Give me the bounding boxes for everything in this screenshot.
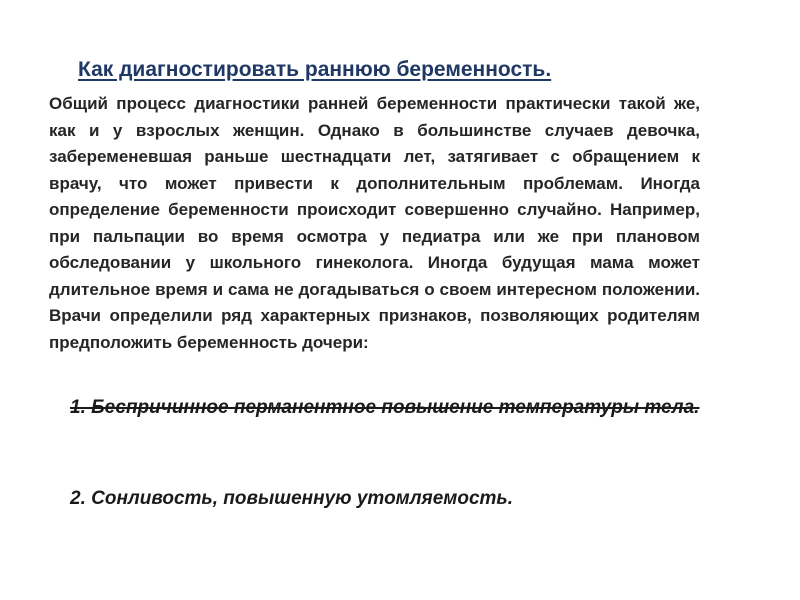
slide-title: Как диагностировать раннюю беременность. [78,58,552,81]
list-item-2: 2. Сонливость, повышенную утомляемость. [70,488,513,509]
slide-body-paragraph: Общий процесс диагностики ранней беременности практически такой же, как и у взрослых женщин. Однако в большинстве случаев девочка, забеременевшая раньше шестнадцати лет, затягивает с обращением к врачу, что может привести к дополнительным проблемам. Иногда определение беременности происходит совершенно случайно. Например, при пальпации во время осмотра у педиатра или же при плановом обследовании у школьного гинеколога. Иногда будущая мама может длительное время и сама не догадываться о своем интересном положении. Врачи определили ряд характерных признаков, позволяющих родителям предположить беременность дочери: [49,94,700,352]
list-item-1: 1. Беспричинное перманентное повышение температуры тела. [70,397,700,418]
